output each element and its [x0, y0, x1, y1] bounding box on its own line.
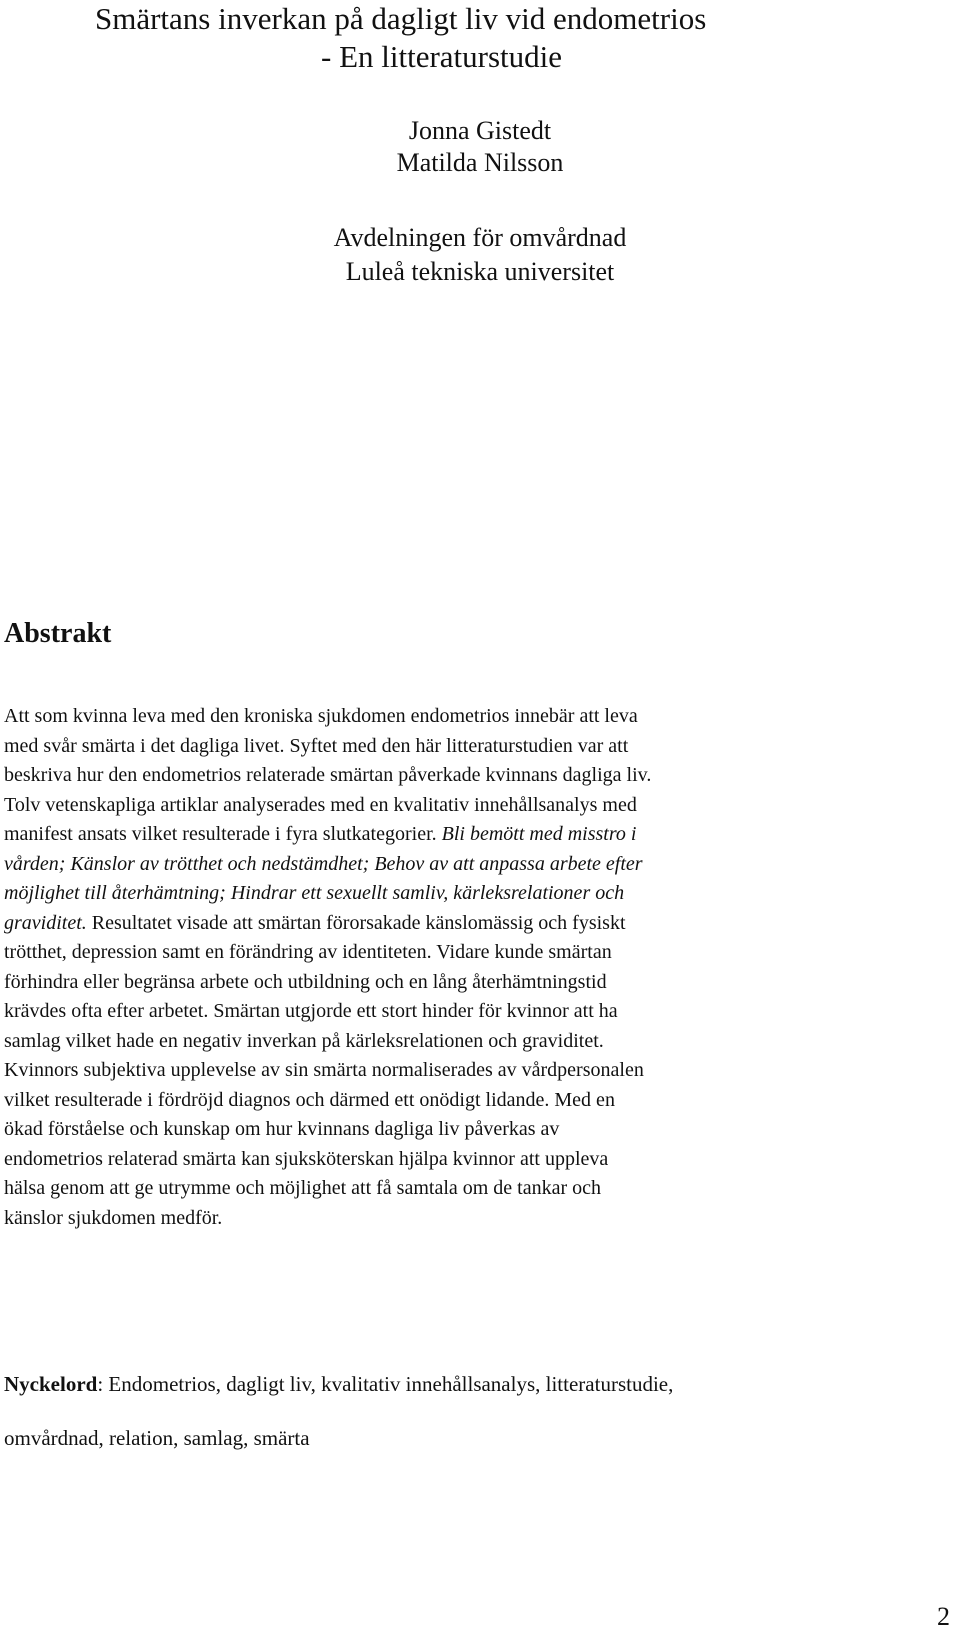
abstract-line: samlag vilket hade en negativ inverkan på kärleksrelationen och graviditet. — [4, 1029, 604, 1052]
author-2: Matilda Nilsson — [396, 148, 564, 177]
abstract-line: känslor sjukdomen medför. — [4, 1206, 223, 1229]
abstract-line — [4, 909, 880, 939]
abstract-line — [4, 820, 880, 850]
abstract-line — [4, 879, 880, 909]
abstract-line: krävdes ofta efter arbetet. Smärtan utgjorde ett stort hinder för kvinnor att ha — [4, 1000, 618, 1022]
abstract-line: endometrios relaterad smärta kan sjuksköterskan hjälpa kvinnor att uppleva — [4, 1147, 609, 1170]
department: Avdelningen för omvårdnad — [333, 223, 627, 252]
abstract-text: manifest ansats vilket resulterade i fyra slutkategorier. — [4, 823, 442, 845]
page-number: 2 — [937, 1602, 950, 1631]
abstract-line: Tolv vetenskapliga artiklar analyserades med en kvalitativ innehållsanalys med — [4, 793, 637, 816]
keywords-block — [4, 1357, 904, 1465]
author-1: Jonna Gistedt — [408, 116, 552, 145]
category-text: Bli bemött med misstro i — [441, 823, 637, 845]
abstract-line: trötthet, depression samt en förändring av identiteten. Vidare kunde smärtan — [4, 941, 612, 963]
keywords-line2: omvårdnad, relation, samlag, smärta — [4, 1426, 310, 1450]
abstract-line — [4, 850, 880, 880]
keywords-label: Nyckelord — [4, 1372, 98, 1396]
abstract-line: vilket resulterade i fördröjd diagnos och därmed ett onödigt lidande. Med en — [4, 1088, 615, 1111]
abstract-line: ökad förståelse och kunskap om hur kvinnans dagliga liv påverkas av — [4, 1118, 560, 1140]
abstract-body — [4, 702, 880, 1233]
abstract-heading: Abstrakt — [4, 618, 112, 649]
document-title-line2: - En litteraturstudie — [321, 39, 563, 74]
abstract-text: Resultatet visade att smärtan förorsakade känslomässig och fysiskt — [86, 911, 626, 934]
keywords-line1 — [4, 1357, 904, 1411]
abstract-line: förhindra eller begränsa arbete och utbildning och en lång återhämtningstid — [4, 970, 607, 993]
keywords-text-1: : Endometrios, dagligt liv, kvalitativ innehållsanalys, litteraturstudie, — [97, 1372, 674, 1396]
category-text: möjlighet till återhämtning; Hindrar ett sexuellt samliv, kärleksrelationer och — [4, 882, 625, 904]
category-text: graviditet. — [4, 911, 87, 934]
abstract-line: beskriva hur den endometrios relaterade smärtan påverkade kvinnans dagliga liv. — [4, 764, 652, 786]
abstract-line: Kvinnors subjektiva upplevelse av sin smärta normaliserades av vårdpersonalen — [4, 1059, 644, 1081]
abstract-line: hälsa genom att ge utrymme och möjlighet att få samtala om de tankar och — [4, 1177, 602, 1199]
abstract-line: Att som kvinna leva med den kroniska sjukdomen endometrios innebär att leva — [4, 705, 638, 727]
category-text: vården; Känslor av trötthet och nedstämdhet; Behov av att anpassa arbete efter — [4, 852, 643, 875]
university: Luleå tekniska universitet — [345, 257, 615, 286]
abstract-line: med svår smärta i det dagliga livet. Syftet med den här litteraturstudien var att — [4, 734, 629, 757]
document-title-line1: Smärtans inverkan på dagligt liv vid endometrios — [95, 1, 707, 36]
